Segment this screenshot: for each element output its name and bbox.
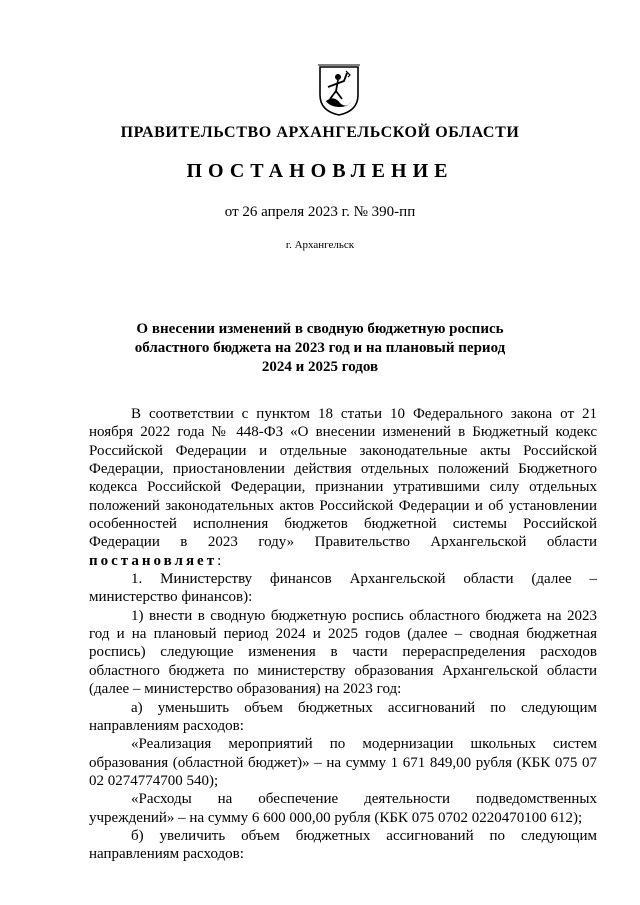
body-paragraph-6: б) увеличить объем бюджетных ассигнований по следующим направлениям расходов: <box>89 827 597 863</box>
coat-of-arms-icon <box>316 61 362 117</box>
decree-action-word: постановляет <box>89 552 218 569</box>
document-title: О внесении изменений в сводную бюджетную роспись областного бюджета на 2023 год и на плановый период 2024 и 2025 годов <box>134 321 506 375</box>
body-paragraph-1: 1. Министерству финансов Архангельской области (далее – министерство финансов): <box>89 571 597 606</box>
document-city: г. Архангельск <box>285 239 355 251</box>
body-paragraph-5: «Расходы на обеспечение деятельности подведомственных учреждений» – на сумму 6 600 000,00 рубля (КБК 075 0702 0220470100 612); <box>89 791 597 826</box>
preamble-paragraph <box>89 405 597 570</box>
body-paragraph-2: 1) внести в сводную бюджетную роспись областного бюджета на 2023 год и на плановый период 2024 и 2025 годов (далее – сводная бюджетная роспись) следующие изменения в части перераспределения расходов областного бюджета по министерству образования Архангельской области (далее – министерство образования) на 2023 год: <box>89 607 597 698</box>
document-body <box>89 405 597 864</box>
preamble-text: В соответствии с пунктом 18 статьи 10 Федерального закона от 21 ноября 2022 года № 448-ФЗ «О внесении изменений в Бюджетный кодекс Российской Федерации и отдельные законодательные акты Российской Федерации, приостановлении действия отдельных положений Бюджетного кодекса Российской Федерации, признании утратившими силу отдельных положений законодательных актов Российской Федерации и об установлении особенностей исполнения бюджетов бюджетной системы Российской Федерации в 2023 году» Правительство Архангельской области <box>89 406 597 551</box>
organization-name: ПРАВИТЕЛЬСТВО АРХАНГЕЛЬСКОЙ ОБЛАСТИ <box>120 124 520 141</box>
body-paragraph-4: «Реализация мероприятий по модернизации школьных систем образования (областной бюджет)» – на сумму 1 671 849,00 рубля (КБК 075 07 02 0274774700 540); <box>89 736 597 789</box>
preamble-end: : <box>217 552 222 569</box>
body-paragraph-3: а) уменьшить объем бюджетных ассигнований по следующим направлениям расходов: <box>89 699 597 734</box>
document-type: ПОСТАНОВЛЕНИЕ <box>186 160 454 182</box>
document-date-number: от 26 апреля 2023 г. № 390-пп <box>224 204 416 220</box>
